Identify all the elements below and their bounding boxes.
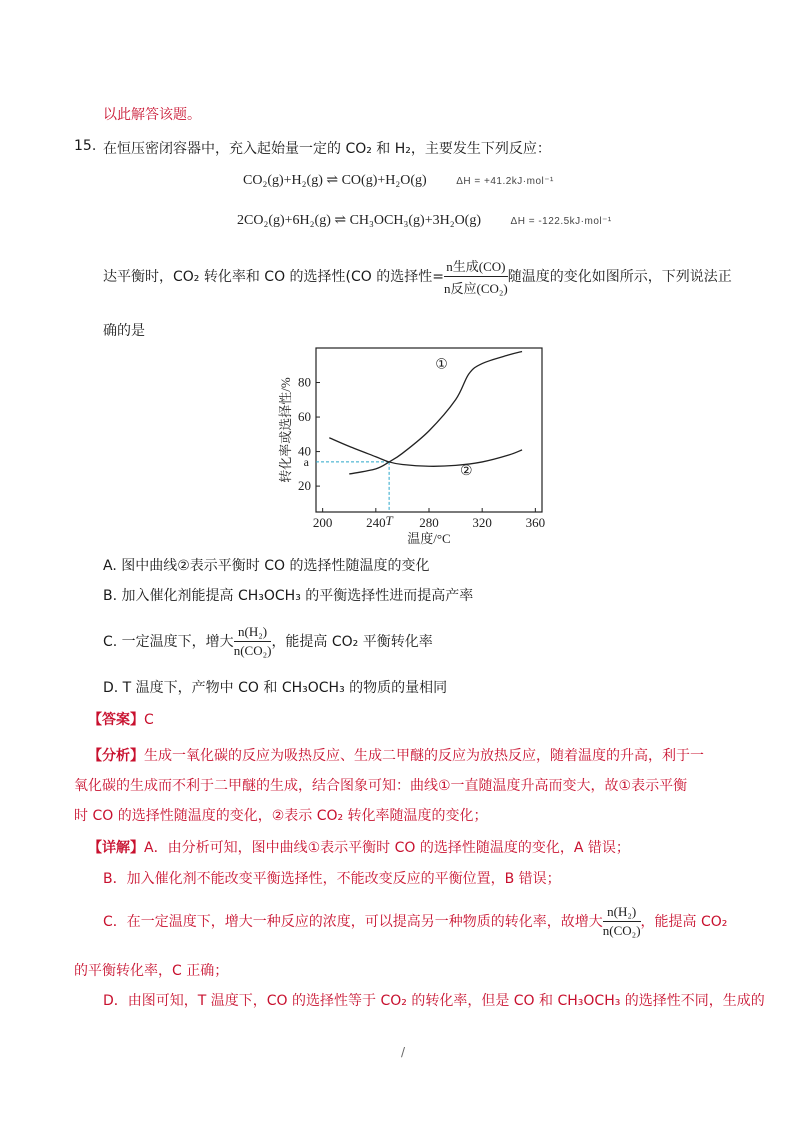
detail-text-a: A．由分析可知，图中曲线①表示平衡时 CO 的选择性随温度的变化，A 错误； bbox=[144, 840, 630, 856]
analysis-line-3: 时 CO 的选择性随温度的变化，②表示 CO₂ 转化率随温度的变化； bbox=[74, 808, 488, 824]
analysis-text-1: 生成一氧化碳的反应为吸热反应、生成二甲醚的反应为放热反应，随着温度的升高，利于一 bbox=[144, 748, 704, 764]
detail-line-c bbox=[103, 900, 727, 942]
reaction-2-enthalpy: ΔH = -122.5kJ·mol⁻¹ bbox=[510, 216, 612, 227]
option-c-fraction bbox=[234, 624, 272, 659]
selectivity-numerator: n生成(CO) bbox=[444, 256, 508, 277]
x-tick-label: 360 bbox=[525, 515, 546, 530]
detail-line-d: D．由图可知，T 温度下，CO 的选择性等于 CO₂ 的转化率，但是 CO 和 CH₃OCH₃ 的选择性不同，生成的 bbox=[103, 993, 765, 1009]
detail-c-fraction bbox=[603, 904, 641, 939]
detail-line-c-2: 的平衡转化率，C 正确； bbox=[74, 963, 229, 979]
option-c-numerator: n(H₂) bbox=[234, 624, 272, 642]
selectivity-text-before: 达平衡时，CO₂ 转化率和 CO 的选择性(CO 的选择性= bbox=[103, 269, 444, 285]
option-c-text-after: ，能提高 CO₂ 平衡转化率 bbox=[271, 634, 433, 650]
detail-c-denominator: n(CO₂) bbox=[602, 922, 641, 938]
option-a: A. 图中曲线②表示平衡时 CO 的选择性随温度的变化 bbox=[103, 558, 430, 574]
reaction-1-enthalpy: ΔH = +41.2kJ·mol⁻¹ bbox=[456, 176, 554, 187]
reaction-1 bbox=[243, 172, 554, 189]
detail-c-numerator: n(H₂) bbox=[603, 904, 641, 922]
option-b: B. 加入催化剂能提高 CH₃OCH₃ 的平衡选择性进而提高产率 bbox=[103, 588, 474, 604]
option-c bbox=[103, 620, 433, 662]
reaction-2 bbox=[237, 212, 612, 229]
x-tick-label: 200 bbox=[312, 515, 333, 530]
y-tick-label: 60 bbox=[298, 409, 311, 425]
selectivity-text-after: 随温度的变化如图所示，下列说法正 bbox=[507, 269, 732, 285]
reaction-2-equation: 2CO₂(g)+6H₂(g) ⇌ CH₃OCH₃(g)+3H₂O(g) bbox=[237, 213, 482, 228]
y-tick-label: 80 bbox=[298, 374, 311, 390]
y-axis-label: 转化率或选择性/% bbox=[278, 377, 293, 483]
detail-c-text-after: ，能提高 CO₂ bbox=[640, 914, 728, 930]
option-c-text-before: C. 一定温度下，增大 bbox=[103, 634, 234, 650]
question-stem: 在恒压密闭容器中，充入起始量一定的 CO₂ 和 H₂，主要发生下列反应： bbox=[103, 141, 551, 157]
analysis-line-2: 氧化碳的生成而不利于二甲醚的生成，结合图象可知：曲线①一直随温度升高而变大，故①表示平衡 bbox=[74, 778, 688, 794]
x-axis-label: 温度/°C bbox=[407, 531, 451, 546]
answer-value: C bbox=[144, 712, 154, 728]
detail-c-text-before: C．在一定温度下，增大一种反应的浓度，可以提高另一种物质的转化率，故增大 bbox=[103, 914, 603, 930]
selectivity-fraction bbox=[444, 256, 508, 297]
analysis-line-1 bbox=[88, 745, 704, 765]
marker-y-label: a bbox=[303, 454, 309, 469]
answer-label: 【答案】 bbox=[88, 712, 144, 728]
previous-answer-tail: 以此解答该题。 bbox=[103, 107, 201, 123]
equilibrium-chart bbox=[270, 340, 560, 550]
selectivity-denominator: n反应(CO₂) bbox=[444, 280, 508, 296]
detail-line-b: B．加入催化剂不能改变平衡选择性，不能改变反应的平衡位置，B 错误； bbox=[103, 871, 561, 887]
answer bbox=[88, 709, 154, 729]
x-tick-label: 280 bbox=[419, 515, 439, 530]
detail-line-a bbox=[88, 837, 630, 857]
y-tick-label: 20 bbox=[298, 478, 311, 494]
page-footer-mark: / bbox=[401, 1045, 406, 1059]
selectivity-definition bbox=[103, 256, 732, 296]
marker-x-label: T bbox=[385, 513, 393, 528]
analysis-label: 【分析】 bbox=[88, 748, 144, 764]
detail-label: 【详解】 bbox=[88, 840, 144, 856]
x-tick-label: 320 bbox=[472, 515, 492, 530]
series-label-1: ① bbox=[435, 357, 448, 373]
reaction-1-equation: CO₂(g)+H₂(g) ⇌ CO(g)+H₂O(g) bbox=[243, 173, 427, 188]
y-tick-label: 40 bbox=[298, 443, 311, 459]
question-stem-end: 确的是 bbox=[103, 323, 145, 339]
option-c-denominator: n(CO₂) bbox=[233, 642, 272, 658]
series-label-2: ② bbox=[459, 464, 473, 480]
question-number: 15. bbox=[74, 138, 97, 154]
option-d: D. T 温度下，产物中 CO 和 CH₃OCH₃ 的物质的量相同 bbox=[103, 680, 448, 696]
x-tick-label: 240 bbox=[366, 515, 386, 530]
